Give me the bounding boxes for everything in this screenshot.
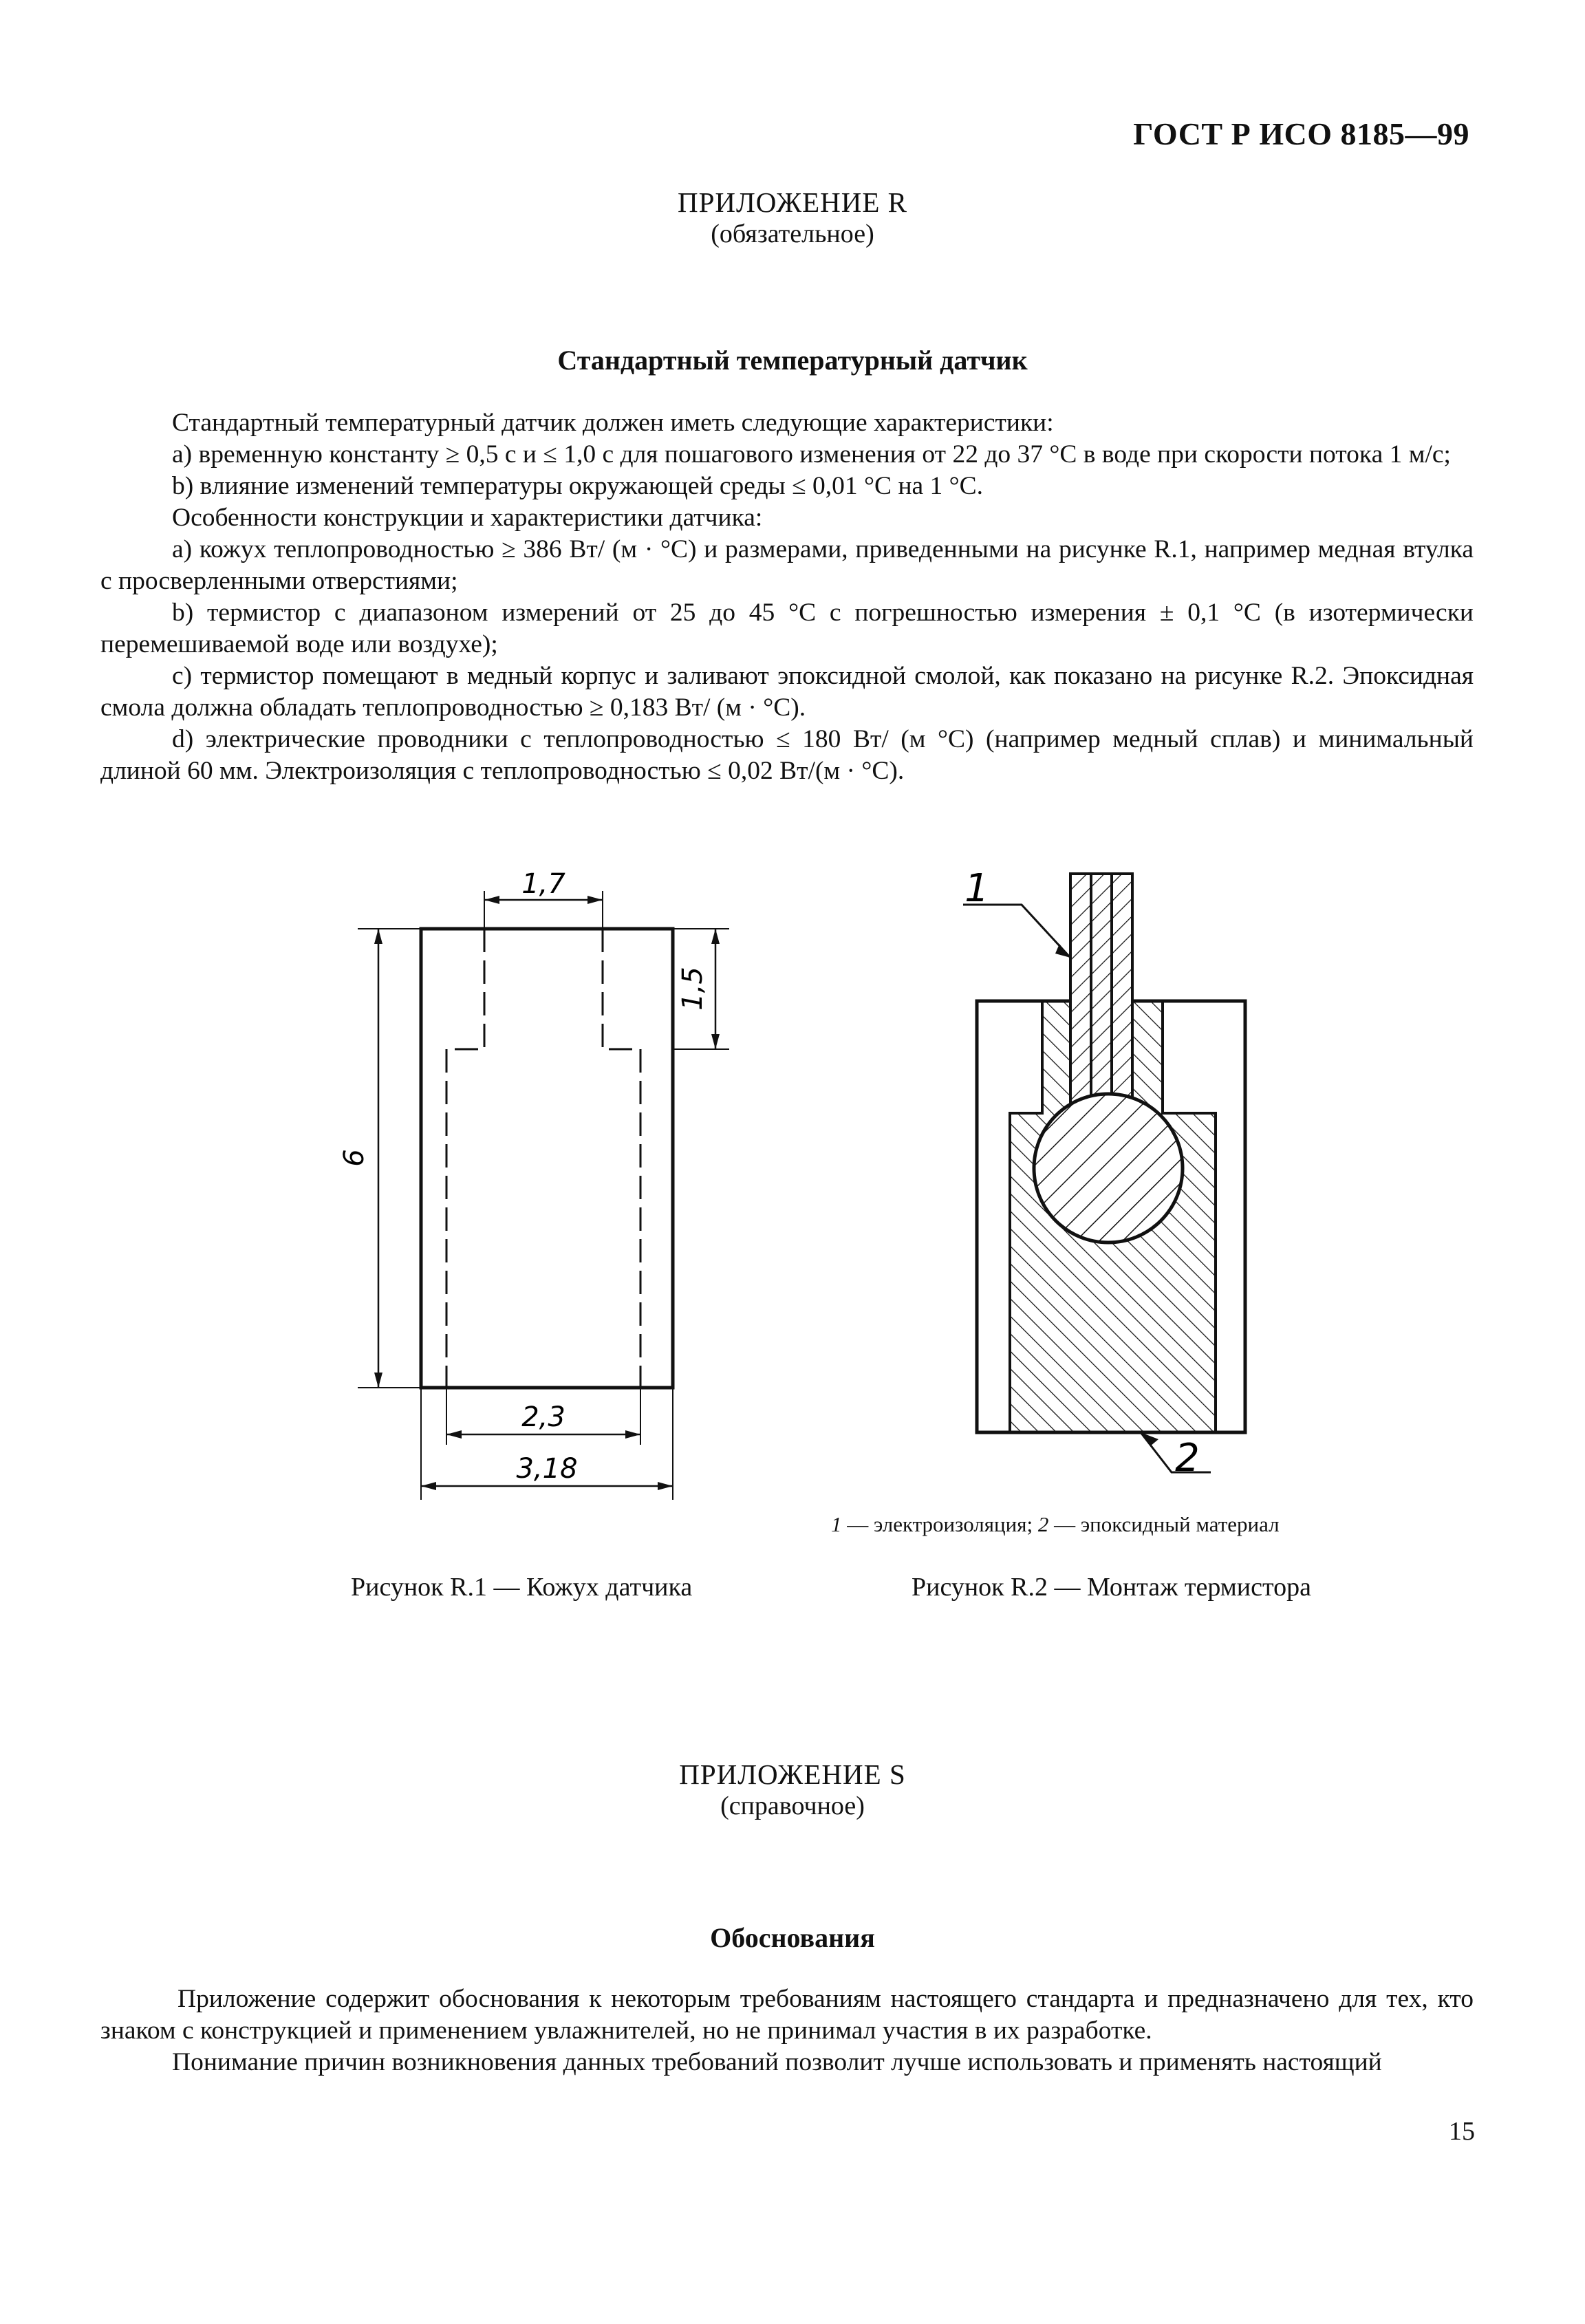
- dimension-height: 6: [338, 1149, 370, 1167]
- inner-bore-left: [446, 929, 484, 1388]
- dimension-outer-width: 3,18: [516, 1453, 578, 1485]
- paragraph: b) влияние изменений температуры окружающей среды ≤ 0,01 °С на 1 °С.: [172, 472, 984, 500]
- paragraph: а) временную константу ≥ 0,5 с и ≤ 1,0 с для пошагового изменения от 22 до 37 °С в воде при скорости потока 1 м/с;: [172, 440, 1451, 469]
- figure-r1-caption: Рисунок R.1 — Кожух датчика: [351, 1573, 693, 1602]
- callout-1: 1: [964, 866, 989, 911]
- figure-r1-housing-drawing: [303, 853, 729, 1514]
- legend-text-2: — эпоксидный материал: [1048, 1512, 1280, 1536]
- paragraph: Приложение содержит обоснования к некоторым требованиям настоящего стандарта и предназначено для тех, кто знаком с конструкцией и применением увлажнителей, но не принимал участия в их разработке.: [100, 1985, 1474, 2045]
- paragraph: с) термистор помещают в медный корпус и заливают эпоксидной смолой, как показано на рисунке R.2. Эпоксидная смола должна обладать теплопроводностью ≥ 0,183 Вт/ (м · °С).: [100, 662, 1474, 722]
- figure-r2-caption: Рисунок R.2 — Монтаж термистора: [912, 1573, 1311, 1602]
- appendix-s-status: (справочное): [720, 1792, 865, 1820]
- dimension-top-width: 1,7: [521, 868, 565, 900]
- paragraph: а) кожух теплопроводностью ≥ 386 Вт/ (м · °С) и размерами, приведенными на рисунке R.1, например медная втулка с просверленными отверстиями;: [100, 535, 1474, 595]
- legend-text-1: — электроизоляция;: [841, 1512, 1038, 1536]
- callout-2: 2: [1175, 1436, 1200, 1481]
- thermistor-bead: [1034, 1094, 1183, 1242]
- page-number: 15: [1449, 2117, 1475, 2146]
- figure-r2-thermistor-drawing: [949, 853, 1307, 1514]
- appendix-s-title: ПРИЛОЖЕНИЕ S: [679, 1758, 906, 1790]
- paragraph: d) электрические проводники с теплопроводностью ≤ 180 Вт/ (м °С) (например медный сплав) и минимальный длиной 60 мм. Электроизоляция с теплопроводностью ≤ 0,02 Вт/(м · °С).: [100, 725, 1474, 785]
- standard-code: ГОСТ Р ИСО 8185—99: [1133, 116, 1469, 151]
- dimension-inner-width: 2,3: [521, 1401, 565, 1433]
- appendix-r-body: [100, 407, 1474, 787]
- housing-outline: [421, 929, 673, 1388]
- legend-number-1: 1: [831, 1512, 842, 1536]
- appendix-s-body: [100, 1983, 1474, 2078]
- paragraph: Понимание причин возникновения данных требований позволит лучше использовать и применять настоящий: [172, 2048, 1382, 2076]
- appendix-r-status: (обязательное): [711, 219, 874, 248]
- appendix-s-section-title: Обоснования: [710, 1922, 875, 1953]
- electrical-insulation: [1070, 874, 1132, 1104]
- figure-r2-legend: [831, 1512, 1280, 1537]
- dimension-top-depth: 1,5: [677, 967, 709, 1011]
- appendix-r-title: ПРИЛОЖЕНИЕ R: [677, 186, 908, 218]
- paragraph: Стандартный температурный датчик должен иметь следующие характеристики:: [172, 409, 1054, 437]
- paragraph: Особенности конструкции и характеристики датчика:: [172, 504, 763, 532]
- inner-bore-right: [603, 929, 640, 1388]
- paragraph: b) термистор с диапазоном измерений от 25 до 45 °С с погрешностью измерения ± 0,1 °С (в изотермически перемешиваемой воде или воздухе);: [100, 599, 1474, 658]
- legend-number-2: 2: [1037, 1512, 1049, 1536]
- appendix-r-section-title: Стандартный температурный датчик: [557, 345, 1028, 376]
